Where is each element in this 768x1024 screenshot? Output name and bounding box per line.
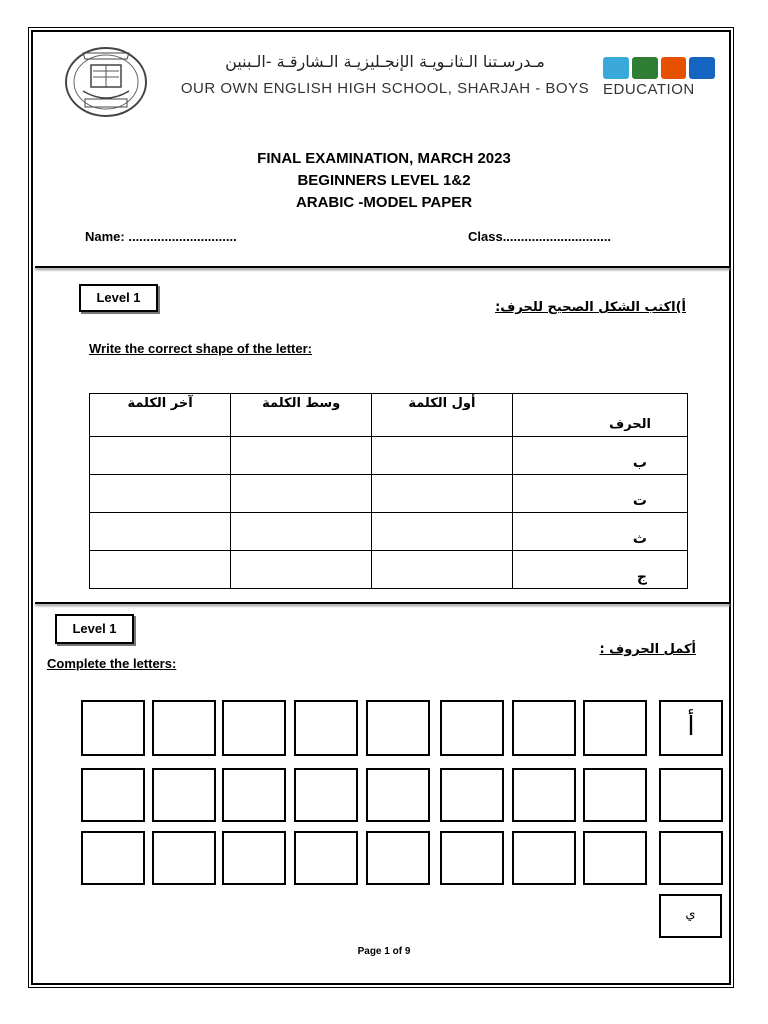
letter-input-box[interactable]	[512, 700, 576, 756]
letter-input-box[interactable]	[81, 700, 145, 756]
school-crest-logo	[63, 45, 149, 119]
exam-level: BEGINNERS LEVEL 1&2	[297, 172, 471, 189]
letter-cell: ت	[512, 475, 687, 513]
letter-cell: ب	[512, 437, 687, 475]
gems-education-logo	[603, 57, 715, 98]
letter-input-box[interactable]	[440, 768, 504, 822]
answer-cell-start[interactable]	[372, 437, 512, 475]
letter-cell: ج	[512, 551, 687, 589]
letter-input-box[interactable]	[583, 831, 647, 885]
answer-cell-end[interactable]	[90, 475, 231, 513]
letter-input-box[interactable]	[294, 768, 358, 822]
letter-input-box[interactable]	[294, 831, 358, 885]
table-header-row	[90, 394, 688, 437]
letter-shapes-table	[89, 393, 688, 589]
letter-input-box[interactable]	[366, 831, 430, 885]
exam-subject: ARABIC -MODEL PAPER	[295, 194, 473, 211]
table-row	[90, 437, 688, 475]
page-number: Page 1 of 9	[357, 946, 411, 957]
answer-cell-start[interactable]	[372, 513, 512, 551]
letter-input-box[interactable]	[659, 831, 723, 885]
gems-mark-icon	[603, 57, 715, 79]
letter-input-box[interactable]	[366, 700, 430, 756]
answer-cell-end[interactable]	[90, 513, 231, 551]
letter-input-box[interactable]	[152, 831, 216, 885]
answer-cell-start[interactable]	[372, 475, 512, 513]
column-header-end: آخر الكلمة	[90, 394, 231, 437]
school-name-english: OUR OWN ENGLISH HIGH SCHOOL, SHARJAH - BOYS	[180, 80, 590, 97]
answer-cell-middle[interactable]	[231, 513, 372, 551]
letter-input-box[interactable]	[440, 700, 504, 756]
letter-input-box[interactable]	[440, 831, 504, 885]
answer-cell-start[interactable]	[372, 551, 512, 589]
answer-cell-end[interactable]	[90, 551, 231, 589]
letter-input-box[interactable]	[81, 768, 145, 822]
instruction-english: Write the correct shape of the letter:	[89, 341, 312, 356]
instruction-english: Complete the letters:	[47, 656, 177, 671]
letter-input-box[interactable]	[81, 831, 145, 885]
table-row	[90, 551, 688, 589]
letter-input-box[interactable]	[152, 768, 216, 822]
class-field[interactable]: Class..............................	[468, 229, 612, 244]
letter-input-box[interactable]	[583, 700, 647, 756]
letter-input-box[interactable]	[152, 700, 216, 756]
name-field[interactable]: Name: ..............................	[85, 229, 237, 244]
letter-cell: ث	[512, 513, 687, 551]
letter-input-box[interactable]	[659, 768, 723, 822]
logo-word: EDUCATION	[603, 81, 695, 98]
answer-cell-middle[interactable]	[231, 551, 372, 589]
school-name-arabic: مـدرسـتنا الـثانـويـة الإنجـليزيـة الـشارقـة -الـبنين	[225, 52, 545, 71]
letter-input-box[interactable]	[294, 700, 358, 756]
letter-input-box[interactable]	[512, 831, 576, 885]
last-letter-box: ي	[659, 894, 722, 938]
table-row	[90, 475, 688, 513]
answer-cell-end[interactable]	[90, 437, 231, 475]
exam-title: FINAL EXAMINATION, MARCH 2023	[257, 150, 511, 167]
letter-input-box[interactable]	[222, 768, 286, 822]
section-divider	[35, 266, 731, 268]
first-letter-box: أ	[659, 700, 723, 756]
answer-cell-middle[interactable]	[231, 475, 372, 513]
column-header-middle: وسط الكلمة	[231, 394, 372, 437]
letter-input-box[interactable]	[512, 768, 576, 822]
section-divider	[35, 602, 731, 604]
column-header-letter: الحرف	[512, 394, 687, 437]
letter-input-box[interactable]	[583, 768, 647, 822]
instruction-arabic: أكمل الحروف :	[599, 642, 696, 657]
letter-input-box[interactable]	[366, 768, 430, 822]
letter-input-box[interactable]	[222, 700, 286, 756]
answer-cell-middle[interactable]	[231, 437, 372, 475]
level-badge: Level 1	[79, 284, 158, 312]
column-header-start: أول الكلمة	[372, 394, 512, 437]
table-row	[90, 513, 688, 551]
instruction-arabic: أ)اكتب الشكل الصحيح للحرف:	[495, 300, 686, 315]
level-badge: Level 1	[55, 614, 134, 644]
letter-input-box[interactable]	[222, 831, 286, 885]
